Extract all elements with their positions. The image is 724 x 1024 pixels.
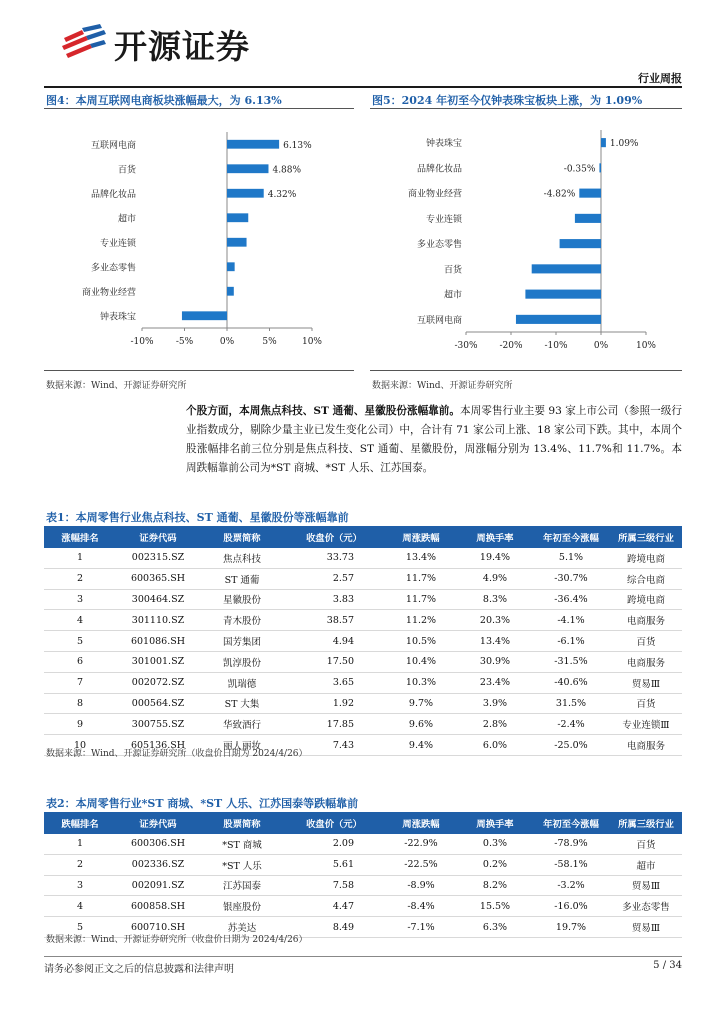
table-cell: -16.0%: [532, 896, 610, 917]
table-cell: 凯瑞德: [200, 672, 284, 693]
table-row: [44, 568, 682, 589]
table-cell: 9.7%: [384, 693, 458, 714]
table2-header-cell: 证券代码: [116, 812, 200, 834]
table-cell: -40.6%: [532, 672, 610, 693]
bar: [227, 189, 264, 198]
table-cell: 002072.SZ: [116, 672, 200, 693]
footer-rule: [44, 956, 682, 957]
bar: [227, 164, 268, 173]
table-cell: -3.2%: [532, 875, 610, 896]
table-cell: 605136.SH: [116, 735, 200, 756]
table-cell: 5: [44, 631, 116, 652]
table-cell: 19.4%: [458, 548, 532, 568]
table-cell: 百货: [610, 693, 682, 714]
table-cell: 电商服务: [610, 735, 682, 756]
table1-header-row: [44, 526, 682, 548]
table1: [44, 526, 682, 756]
x-tick-label: -5%: [175, 337, 194, 347]
paragraph-lead: 个股方面，本周焦点科技、ST 通葡、星徽股份涨幅靠前。: [186, 405, 461, 417]
report-type-tag: 行业周报: [638, 72, 682, 85]
bar: [601, 138, 606, 147]
table-cell: 1: [44, 548, 116, 568]
data-label: -4.82%: [543, 189, 576, 200]
table-row: [44, 714, 682, 735]
bar: [516, 315, 601, 324]
bar: [227, 287, 234, 296]
table1-header-cell: 年初至今涨幅: [532, 526, 610, 548]
bar: [532, 264, 601, 273]
brand-logo: [60, 20, 280, 68]
table-cell: 20.3%: [458, 610, 532, 631]
table-cell: 贸易Ⅲ: [610, 917, 682, 938]
table-cell: 百货: [610, 631, 682, 652]
category-label: 专业连锁: [425, 214, 462, 225]
category-label: 钟表珠宝: [99, 312, 136, 323]
table-cell: 7: [44, 672, 116, 693]
table-cell: 3: [44, 589, 116, 610]
table2-header-cell: 所属三级行业: [610, 812, 682, 834]
table-cell: 8.3%: [458, 589, 532, 610]
table-cell: 跨境电商: [610, 589, 682, 610]
x-tick-label: -30%: [454, 341, 478, 351]
table-cell: 3.9%: [458, 693, 532, 714]
category-label: 超市: [443, 290, 462, 301]
table2-header-cell: 收盘价（元）: [284, 812, 384, 834]
x-tick-label: 10%: [301, 337, 323, 347]
bar: [525, 290, 601, 299]
table-cell: 301110.SZ: [116, 610, 200, 631]
category-label: 百货: [117, 165, 136, 176]
table2-source: 数据来源：Wind、开源证券研究所（收盘价日期为 2024/4/26）: [46, 935, 308, 945]
category-label: 互联网电商: [90, 140, 136, 151]
table-cell: -22.5%: [384, 854, 458, 875]
table-cell: 跨境电商: [610, 548, 682, 568]
data-label: 4.32%: [267, 189, 297, 200]
table-cell: 5.61: [284, 854, 384, 875]
table-cell: *ST 商城: [200, 834, 284, 854]
table1-header-cell: 股票简称: [200, 526, 284, 548]
table-cell: -8.4%: [384, 896, 458, 917]
table-cell: -36.4%: [532, 589, 610, 610]
table-cell: 002336.SZ: [116, 854, 200, 875]
table2-header-cell: 股票简称: [200, 812, 284, 834]
footer-disclaimer: 请务必参阅正文之后的信息披露和法律声明: [44, 964, 234, 975]
table-cell: 9.6%: [384, 714, 458, 735]
table1-header-cell: 涨幅排名: [44, 526, 116, 548]
table-cell: 2: [44, 568, 116, 589]
table-cell: 6.3%: [458, 917, 532, 938]
table-cell: 8.2%: [458, 875, 532, 896]
table1-header-cell: 周换手率: [458, 526, 532, 548]
data-label: 1.09%: [609, 139, 639, 150]
table-cell: 1: [44, 834, 116, 854]
table1-header-cell: 收盘价（元）: [284, 526, 384, 548]
table-cell: 9.4%: [384, 735, 458, 756]
table-cell: 10.4%: [384, 651, 458, 672]
table-cell: 600710.SH: [116, 917, 200, 938]
table-row: [44, 589, 682, 610]
table-cell: 19.7%: [532, 917, 610, 938]
table-cell: 凯淳股份: [200, 651, 284, 672]
table-cell: 1.92: [284, 693, 384, 714]
table-cell: 301001.SZ: [116, 651, 200, 672]
table-cell: 10.3%: [384, 672, 458, 693]
table-cell: ST 通葡: [200, 568, 284, 589]
table-cell: 贸易Ⅲ: [610, 672, 682, 693]
table-cell: 综合电商: [610, 568, 682, 589]
table-cell: 601086.SH: [116, 631, 200, 652]
table2-header-cell: 跌幅排名: [44, 812, 116, 834]
table-cell: 4.9%: [458, 568, 532, 589]
table-cell: 超市: [610, 854, 682, 875]
x-tick-label: -20%: [499, 341, 523, 351]
table-cell: 3: [44, 875, 116, 896]
table-cell: 600365.SH: [116, 568, 200, 589]
table-cell: 电商服务: [610, 651, 682, 672]
table1-header-cell: 周涨跌幅: [384, 526, 458, 548]
table-cell: 11.2%: [384, 610, 458, 631]
bar: [227, 140, 279, 149]
category-label: 品牌化妆品: [416, 164, 462, 175]
table-cell: -6.1%: [532, 631, 610, 652]
table-cell: 2: [44, 854, 116, 875]
table-cell: -25.0%: [532, 735, 610, 756]
table-cell: 13.4%: [384, 548, 458, 568]
category-label: 商业物业经营: [407, 189, 462, 200]
table-cell: 多业态零售: [610, 896, 682, 917]
table-cell: 11.7%: [384, 589, 458, 610]
table-cell: 600858.SH: [116, 896, 200, 917]
table-cell: 300464.SZ: [116, 589, 200, 610]
table-cell: 10.5%: [384, 631, 458, 652]
table-cell: 青木股份: [200, 610, 284, 631]
figure5-bottom-rule: [370, 370, 682, 371]
table-cell: 星徽股份: [200, 589, 284, 610]
x-tick-label: 0%: [593, 341, 609, 351]
table-cell: 002315.SZ: [116, 548, 200, 568]
page-number: 5 / 34: [653, 960, 682, 971]
table-cell: 31.5%: [532, 693, 610, 714]
table-cell: 9: [44, 714, 116, 735]
table-cell: 3.65: [284, 672, 384, 693]
table-cell: 33.73: [284, 548, 384, 568]
x-tick-label: -10%: [544, 341, 568, 351]
figure5-title: 图5：2024 年初至今仅钟表珠宝板块上涨，为 1.09%: [372, 94, 643, 107]
table-cell: 华致酒行: [200, 714, 284, 735]
table1-source: 数据来源：Wind、开源证券研究所（收盘价日期为 2024/4/26）: [46, 749, 308, 759]
table-cell: -22.9%: [384, 834, 458, 854]
data-label: -0.35%: [563, 164, 596, 175]
table-cell: 38.57: [284, 610, 384, 631]
x-tick-label: 0%: [219, 337, 235, 347]
table-cell: 焦点科技: [200, 548, 284, 568]
table-cell: 4.47: [284, 896, 384, 917]
table-cell: 7.43: [284, 735, 384, 756]
table-row: [44, 631, 682, 652]
table-cell: -78.9%: [532, 834, 610, 854]
bar: [579, 189, 601, 198]
table-row: [44, 875, 682, 896]
table2-body: [44, 834, 682, 937]
table2-header-cell: 周涨跌幅: [384, 812, 458, 834]
bar: [227, 238, 247, 247]
table-row: [44, 610, 682, 631]
figure4-bottom-rule: [44, 370, 354, 371]
table-cell: *ST 人乐: [200, 854, 284, 875]
table1-header-cell: 证券代码: [116, 526, 200, 548]
table-cell: 电商服务: [610, 610, 682, 631]
body-paragraph: [186, 402, 682, 478]
x-tick-label: 5%: [262, 337, 277, 347]
category-label: 专业连锁: [99, 238, 136, 249]
table1-header-cell: 所属三级行业: [610, 526, 682, 548]
table-cell: 5: [44, 917, 116, 938]
table-cell: 600306.SH: [116, 834, 200, 854]
table-cell: 300755.SZ: [116, 714, 200, 735]
table-cell: 8: [44, 693, 116, 714]
figure4-chart: [44, 112, 354, 362]
table-cell: 贸易Ⅲ: [610, 875, 682, 896]
table-row: [44, 651, 682, 672]
table-cell: 2.09: [284, 834, 384, 854]
figure4-title: 图4：本周互联网电商板块涨幅最大，为 6.13%: [46, 94, 282, 107]
table-cell: 002091.SZ: [116, 875, 200, 896]
paragraph-body: 本周零售行业主要 93 家上市公司（参照一级行业指数成分，剔除少量主业已发生变化公司）中，合计有 71 家公司上涨、18 家公司下跌。其中，本周个股涨幅排名前三位分别是焦点科技、ST 通葡、星徽股份，周涨幅分别为 13.4%、11.7%和 11.7%。本周跌幅靠前公司为*ST 商城、*ST 人乐、江苏国泰。: [186, 405, 682, 474]
table-row: [44, 672, 682, 693]
table-cell: 000564.SZ: [116, 693, 200, 714]
table-cell: 8.49: [284, 917, 384, 938]
table-cell: 17.50: [284, 651, 384, 672]
category-label: 品牌化妆品: [90, 189, 136, 200]
table-cell: 6.0%: [458, 735, 532, 756]
table-cell: -58.1%: [532, 854, 610, 875]
table-cell: 百货: [610, 834, 682, 854]
table-cell: 江苏国泰: [200, 875, 284, 896]
header-rule: [44, 86, 682, 88]
table-cell: 国芳集团: [200, 631, 284, 652]
table-cell: 2.57: [284, 568, 384, 589]
figure5-source: 数据来源：Wind、开源证券研究所: [372, 381, 513, 391]
table-cell: 0.2%: [458, 854, 532, 875]
table-row: [44, 548, 682, 568]
table2: [44, 812, 682, 938]
table-cell: 10: [44, 735, 116, 756]
table-cell: 7.58: [284, 875, 384, 896]
table-cell: ST 大集: [200, 693, 284, 714]
logo-mark-icon: [60, 24, 106, 64]
table-row: [44, 896, 682, 917]
table-cell: 4: [44, 610, 116, 631]
figure5-title-rule: [370, 108, 682, 109]
category-label: 多业态零售: [416, 240, 462, 251]
brand-name: 开源证券: [114, 26, 250, 66]
figure5-chart: [370, 112, 682, 362]
table-cell: 13.4%: [458, 631, 532, 652]
category-label: 多业态零售: [90, 263, 136, 274]
table-row: [44, 834, 682, 854]
table-row: [44, 693, 682, 714]
table-cell: 5.1%: [532, 548, 610, 568]
table-cell: 2.8%: [458, 714, 532, 735]
table-cell: 23.4%: [458, 672, 532, 693]
category-label: 钟表珠宝: [425, 139, 462, 150]
table2-header-row: [44, 812, 682, 834]
table-cell: 30.9%: [458, 651, 532, 672]
bar: [599, 163, 601, 172]
figure4-source: 数据来源：Wind、开源证券研究所: [46, 381, 187, 391]
table-cell: 3.83: [284, 589, 384, 610]
bar: [560, 239, 601, 248]
category-label: 商业物业经营: [81, 287, 136, 298]
table-row: [44, 854, 682, 875]
table-cell: 17.85: [284, 714, 384, 735]
table-cell: -8.9%: [384, 875, 458, 896]
bar: [182, 311, 227, 320]
x-tick-label: 10%: [635, 341, 657, 351]
table-cell: -31.5%: [532, 651, 610, 672]
table-cell: 6: [44, 651, 116, 672]
bar: [227, 262, 235, 271]
table-cell: -7.1%: [384, 917, 458, 938]
data-label: 6.13%: [283, 140, 312, 151]
data-label: 4.88%: [272, 165, 302, 176]
table-cell: 专业连锁Ⅲ: [610, 714, 682, 735]
category-label: 百货: [443, 265, 462, 276]
category-label: 互联网电商: [416, 315, 462, 326]
table-cell: 丽人丽妆: [200, 735, 284, 756]
table-cell: 15.5%: [458, 896, 532, 917]
table2-header-cell: 年初至今涨幅: [532, 812, 610, 834]
table-cell: 4: [44, 896, 116, 917]
table2-header-cell: 周换手率: [458, 812, 532, 834]
table-cell: 银座股份: [200, 896, 284, 917]
category-label: 超市: [117, 214, 136, 225]
table2-title: 表2：本周零售行业*ST 商城、*ST 人乐、江苏国泰等跌幅靠前: [46, 797, 359, 810]
table1-title: 表1：本周零售行业焦点科技、ST 通葡、星徽股份等涨幅靠前: [46, 511, 349, 524]
table-cell: 0.3%: [458, 834, 532, 854]
table-cell: -30.7%: [532, 568, 610, 589]
table-cell: -2.4%: [532, 714, 610, 735]
table-cell: 苏美达: [200, 917, 284, 938]
bar: [575, 214, 601, 223]
table-cell: 11.7%: [384, 568, 458, 589]
x-tick-label: -10%: [130, 337, 154, 347]
table-cell: -4.1%: [532, 610, 610, 631]
table-cell: 4.94: [284, 631, 384, 652]
bar: [227, 213, 248, 222]
figure4-title-rule: [44, 108, 354, 109]
table1-body: [44, 548, 682, 755]
